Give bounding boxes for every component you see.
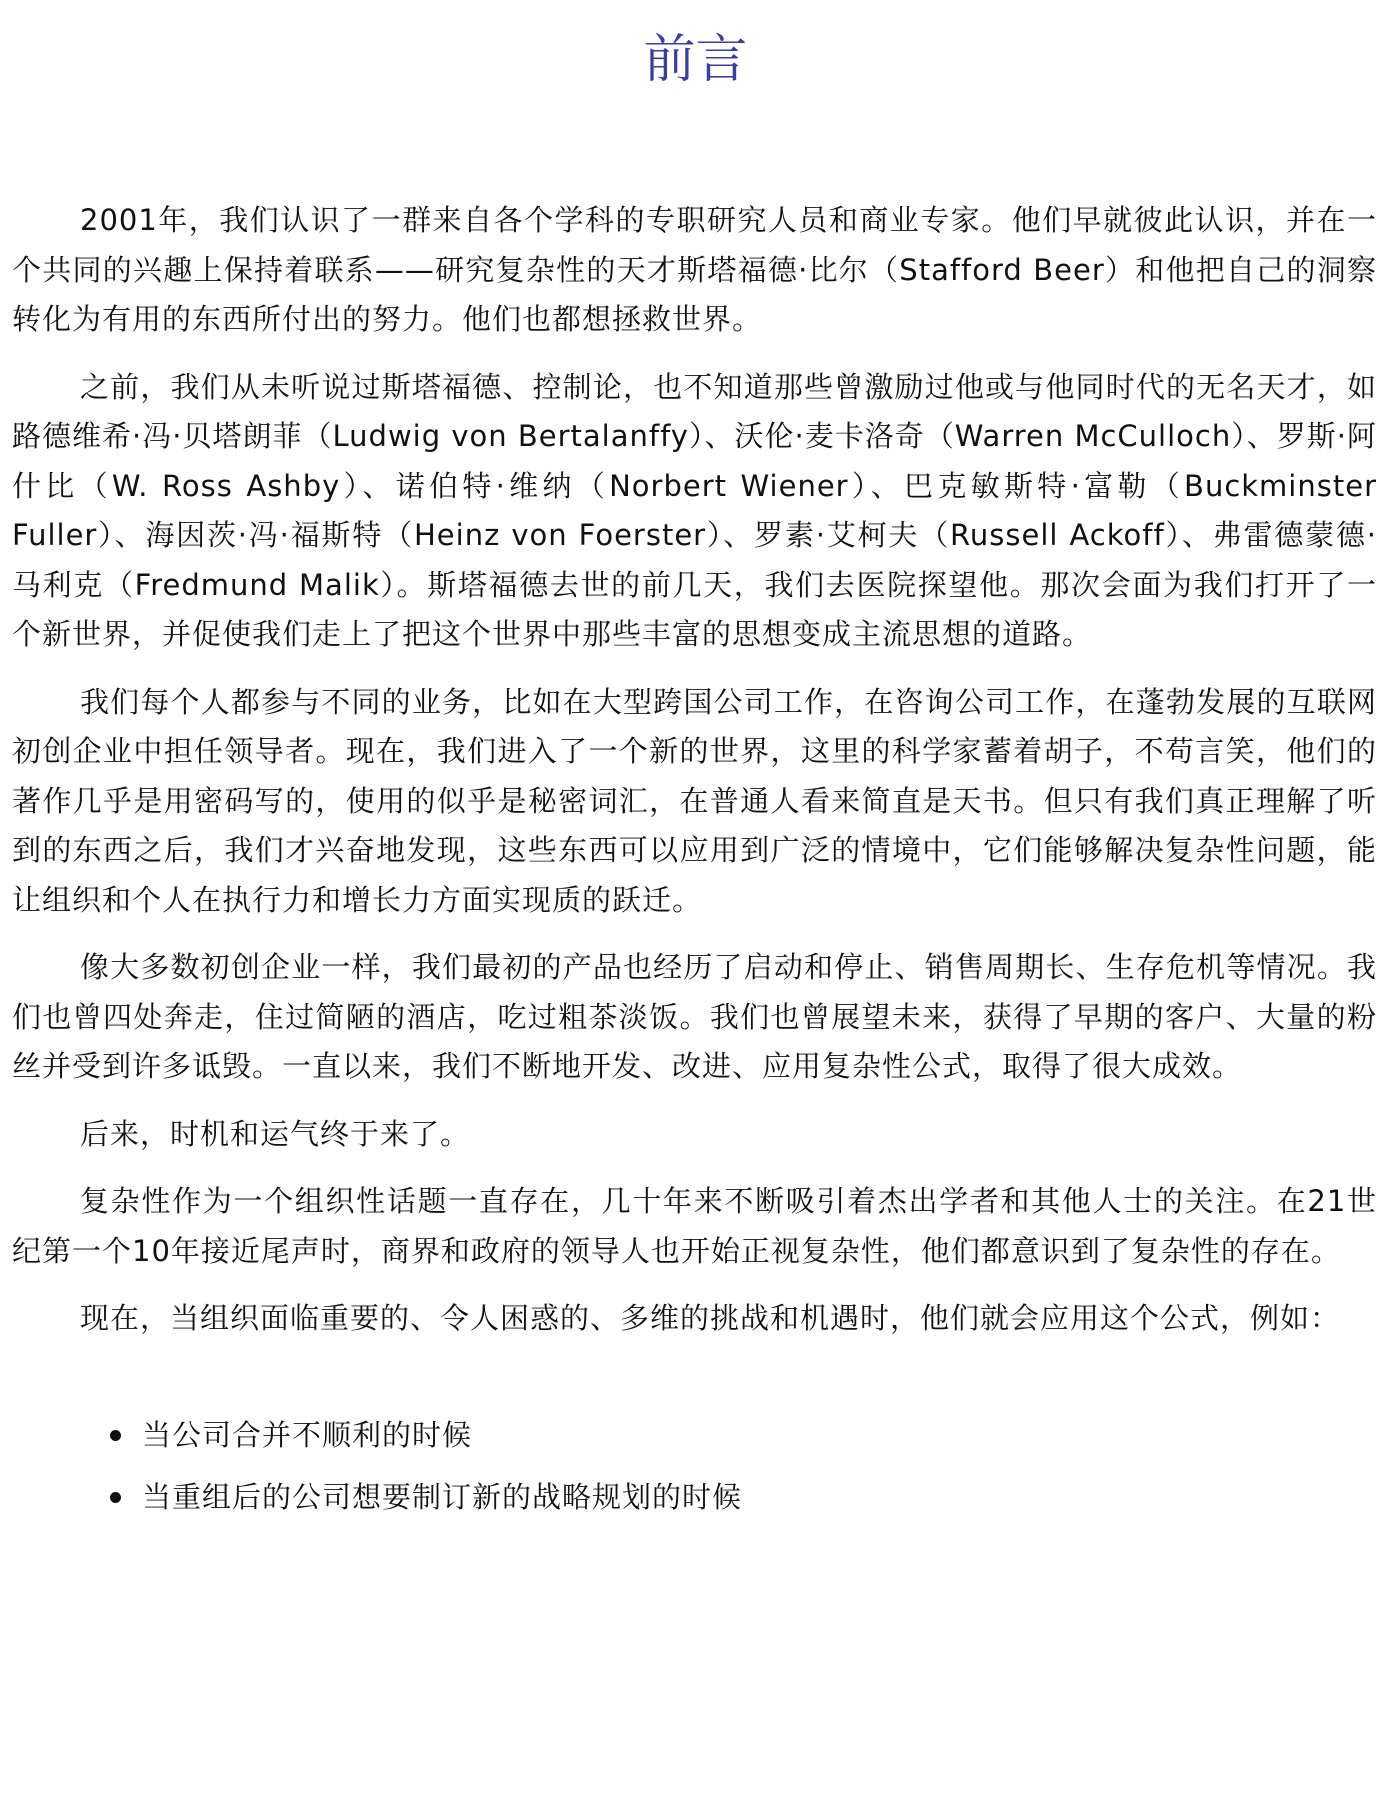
bullet-dot-icon bbox=[110, 1430, 121, 1441]
paragraph: 像大多数初创企业一样，我们最初的产品也经历了启动和停止、销售周期长、生存危机等情况。我们也曾四处奔走，住过简陋的酒店，吃过粗茶淡饭。我们也曾展望未来，获得了早期的客户、大量的粉丝并受到许多诋毁。一直以来，我们不断地开发、改进、应用复杂性公式，取得了很大成效。 bbox=[12, 950, 1377, 1083]
list-item bbox=[12, 1466, 1377, 1528]
paragraph: 后来，时机和运气终于来了。 bbox=[80, 1116, 471, 1151]
paragraph: 2001年，我们认识了一群来自各个学科的专职研究人员和商业专家。他们早就彼此认识，并在一个共同的兴趣上保持着联系——研究复杂性的天才斯塔福德·比尔（Stafford Beer）和他把自己的洞察转化为有用的东西所付出的努力。他们也都想拯救世界。 bbox=[12, 203, 1377, 336]
paragraph: 复杂性作为一个组织性话题一直存在，几十年来不断吸引着杰出学者和其他人士的关注。在21世纪第一个10年接近尾声时，商界和政府的领导人也开始正视复杂性，他们都意识到了复杂性的存在。 bbox=[12, 1184, 1377, 1268]
page-title: 前言 bbox=[643, 30, 748, 90]
list-item-text: 当公司合并不顺利的时候 bbox=[142, 1417, 473, 1452]
paragraph: 现在，当组织面临重要的、令人困惑的、多维的挑战和机遇时，他们就会应用这个公式，例如： bbox=[80, 1301, 1341, 1335]
bullet-dot-icon bbox=[110, 1492, 121, 1503]
list-item-text: 当重组后的公司想要制订新的战略规划的时候 bbox=[142, 1479, 743, 1514]
paragraph: 之前，我们从未听说过斯塔福德、控制论，也不知道那些曾激励过他或与他同时代的无名天才，如路德维希·冯·贝塔朗菲（Ludwig von Bertalanffy）、沃伦·麦卡洛奇（Warren McCulloch）、罗斯·阿什比（W. Ross Ashby）、诺伯特·维纳（Norbert Wiener）、巴克敏斯特·富勒（Buckminster Fuller）、海因茨·冯·福斯特（Heinz von Foerster）、罗素·艾柯夫（Russell Ackoff）、弗雷德蒙德·马利克（Fredmund Malik）。斯塔福德去世的前几天，我们去医院探望他。那次会面为我们打开了一个新世界，并促使我们走上了把这个世界中那些丰富的思想变成主流思想的道路。 bbox=[12, 369, 1377, 651]
list-item bbox=[12, 1404, 1377, 1466]
document-body bbox=[12, 196, 1377, 1528]
bullet-list bbox=[12, 1404, 1377, 1528]
paragraph: 我们每个人都参与不同的业务，比如在大型跨国公司工作，在咨询公司工作，在蓬勃发展的互联网初创企业中担任领导者。现在，我们进入了一个新的世界，这里的科学家蓄着胡子，不苟言笑，他们的著作几乎是用密码写的，使用的似乎是秘密词汇，在普通人看来简直是天书。但只有我们真正理解了听到的东西之后，我们才兴奋地发现，这些东西可以应用到广泛的情境中，它们能够解决复杂性问题，能让组织和个人在执行力和增长力方面实现质的跃迁。 bbox=[12, 684, 1377, 917]
